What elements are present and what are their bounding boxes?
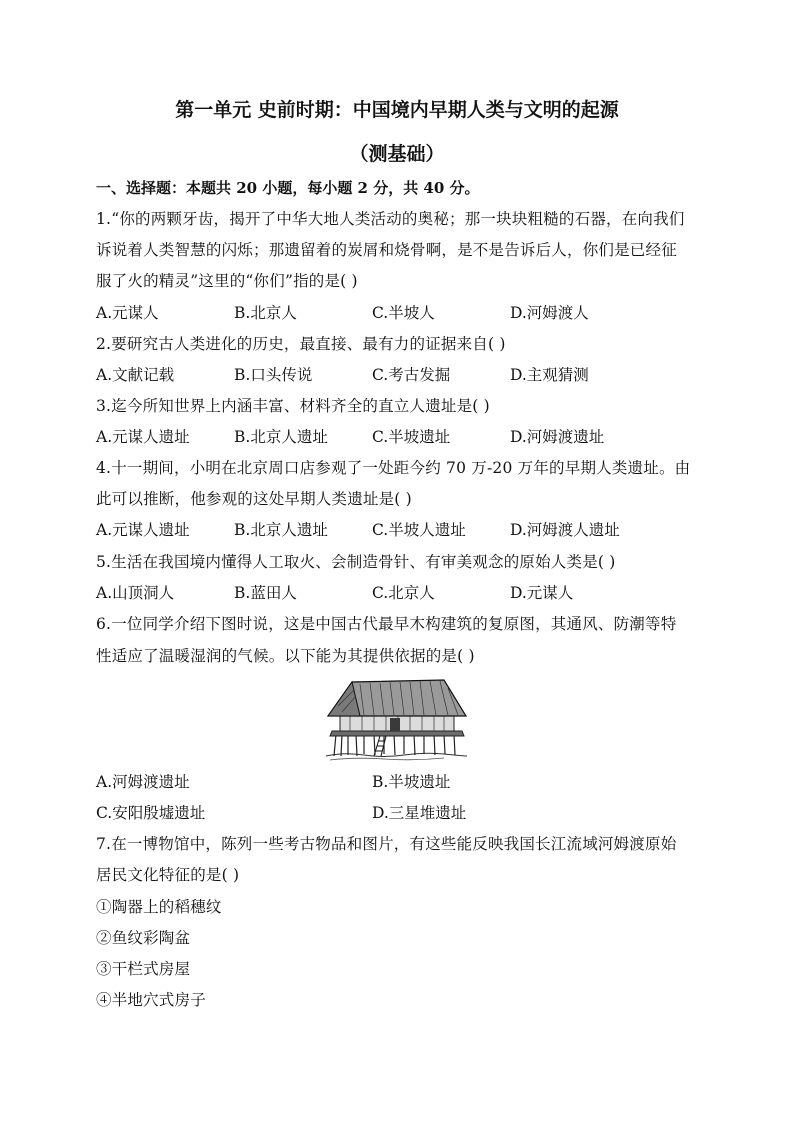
page-title: 第一单元 史前时期：中国境内早期人类与文明的起源 <box>175 99 619 121</box>
question-4-option-d: D.河姆渡人遗址 <box>510 521 620 539</box>
question-7-line-1: 7.在一博物馆中，陈列一些考古物品和图片，有这些能反映我国长江流域河姆渡原始 <box>96 835 677 853</box>
question-1-line-1: 1.“你的两颗牙齿，揭开了中华大地人类活动的奥秘；那一块块粗糙的石器，在向我们 <box>96 210 685 228</box>
question-6-option-a: A.河姆渡遗址 <box>96 773 190 791</box>
question-7-item-1: ①陶器上的稻穗纹 <box>96 898 222 916</box>
question-2-option-d: D.主观猜测 <box>510 366 589 384</box>
question-7-item-4: ④半地穴式房子 <box>96 991 206 1009</box>
question-4-option-c: C.半坡人遗址 <box>372 521 466 539</box>
question-7-line-2: 居民文化特征的是( ) <box>96 866 240 884</box>
question-1-line-2: 诉说着人类智慧的闪烁；那遗留着的炭屑和烧骨啊，是不是告诉后人，你们是已经征 <box>96 241 677 259</box>
question-1-option-c: C.半坡人 <box>372 304 435 322</box>
question-5-option-d: D.元谋人 <box>510 584 574 602</box>
question-1-option-b: B.北京人 <box>234 304 297 322</box>
question-3-option-d: D.河姆渡遗址 <box>510 428 605 446</box>
question-6-option-b: B.半坡遗址 <box>372 773 451 791</box>
stilt-house-illustration <box>324 676 469 762</box>
question-1-line-3: 服了火的精灵”这里的“你们”指的是( ) <box>96 272 358 290</box>
question-2-line-1: 2.要研究古人类进化的历史，最直接、最有力的证据来自( ) <box>96 335 506 353</box>
question-7-item-2: ②鱼纹彩陶盆 <box>96 929 191 947</box>
question-3-option-a: A.元谋人遗址 <box>96 428 190 446</box>
question-2-option-c: C.考古发掘 <box>372 366 451 384</box>
question-5-option-c: C.北京人 <box>372 584 435 602</box>
question-2-option-a: A.文献记载 <box>96 366 175 384</box>
question-4-line-1: 4.十一期间，小明在北京周口店参观了一处距今约 70 万-20 万年的早期人类遗址。由 <box>96 459 691 477</box>
page-subtitle: （测基础） <box>349 143 445 165</box>
question-6-line-2: 性适应了温暖湿润的气候。以下能为其提供依据的是( ) <box>96 647 475 665</box>
question-3-line-1: 3.迄今所知世界上内涵丰富、材料齐全的直立人遗址是( ) <box>96 397 490 415</box>
question-6-option-d: D.三星堆遗址 <box>372 804 467 822</box>
question-1-option-a: A.元谋人 <box>96 304 159 322</box>
question-4-option-a: A.元谋人遗址 <box>96 521 190 539</box>
question-6-option-c: C.安阳殷墟遗址 <box>96 804 206 822</box>
question-3-option-c: C.半坡遗址 <box>372 428 451 446</box>
question-3-option-b: B.北京人遗址 <box>234 428 328 446</box>
section-heading: 一、选择题：本题共 20 小题，每小题 2 分，共 40 分。 <box>96 179 480 197</box>
question-4-option-b: B.北京人遗址 <box>234 521 328 539</box>
question-1-option-d: D.河姆渡人 <box>510 304 589 322</box>
question-5-option-a: A.山顶洞人 <box>96 584 175 602</box>
question-4-line-2: 此可以推断，他参观的这处早期人类遗址是( ) <box>96 490 412 508</box>
question-6-line-1: 6.一位同学介绍下图时说，这是中国古代最早木构建筑的复原图，其通风、防潮等特 <box>96 615 677 633</box>
question-5-option-b: B.蓝田人 <box>234 584 297 602</box>
question-5-line-1: 5.生活在我国境内懂得人工取火、会制造骨针、有审美观念的原始人类是( ) <box>96 553 616 571</box>
question-2-option-b: B.口头传说 <box>234 366 313 384</box>
question-7-item-3: ③干栏式房屋 <box>96 960 191 978</box>
